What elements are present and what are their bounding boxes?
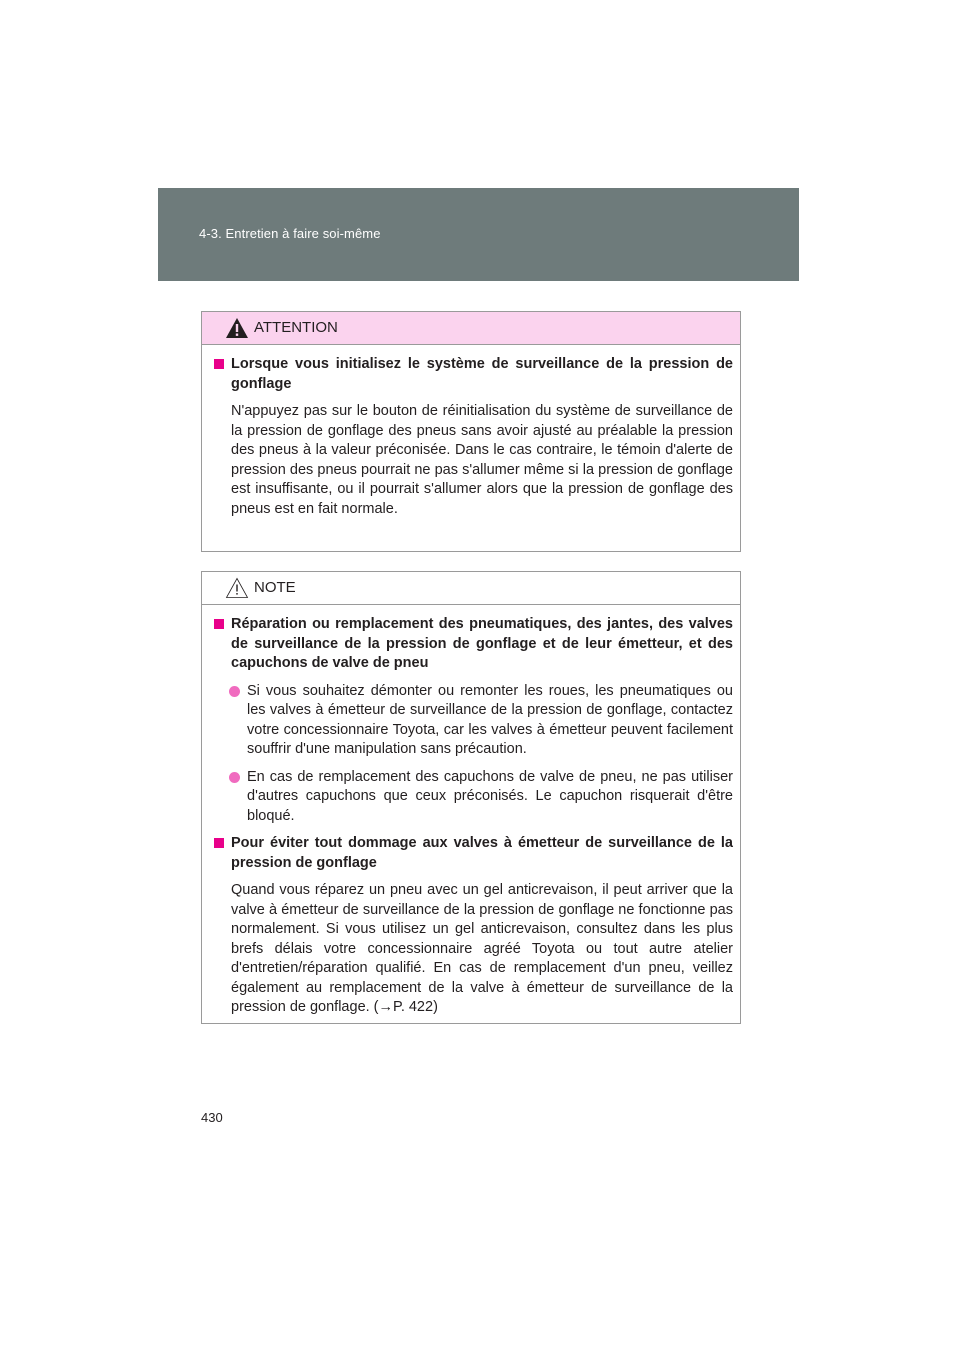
note-content [214, 615, 733, 1018]
note-section-heading-2: Pour éviter tout dommage aux valves à émetteur de surveillance de la pression de gonflage [214, 834, 733, 873]
note-box [201, 571, 741, 1024]
note-title: NOTE [254, 579, 296, 596]
square-bullet-icon [214, 838, 224, 848]
attention-section-heading: Lorsque vous initialisez le système de surveillance de la pression de gonflage [214, 355, 733, 394]
section-title: 4-3. Entretien à faire soi-même [199, 226, 381, 241]
attention-section-text: N'appuyez pas sur le bouton de réinitialisation du système de surveillance de la pression de gonflage des pneus sans avoir ajusté au préalable la pression des pneus à la valeur préconisée. Dans le cas contraire, le témoin d'alerte de pression des pneus pourrait ne pas s'allumer même si la pression de gonflage est insuffisante, ou il pourrait s'allumer alors que la pression de gonflage des pneus est en fait normale. [231, 403, 733, 517]
note-section-heading-1: Réparation ou remplacement des pneumatiques, des jantes, des valves de surveillance de la pression de gonflage et de leur émetteur, et des capuchons de valve de pneu [214, 615, 733, 674]
header-band [158, 188, 799, 281]
note-section-text: Quand vous réparez un pneu avec un gel anticrevaison, il peut arriver que la valve à émetteur de surveillance de la pression de gonflage ne fonctionne pas normalement. Si vous utilisez un gel anticrevaison, consultez dans les plus brefs délais votre concessionnaire agréé Toyota ou tout autre atelier d'entretien/réparation qualifié. En cas de remplacement d'un pneu, veillez également au remplacement de la valve à émetteur de surveillance de la pression de gonflage. (→P. 422) [231, 882, 733, 1015]
square-bullet-icon [214, 359, 224, 369]
note-list-item: Si vous souhaitez démonter ou remonter les roues, les pneumatiques ou les valves à émetteur de surveillance de la pression de gonflage, contactez votre concessionnaire Toyota, car les valves à émetteur peuvent facilement souffrir d'une manipulation sans précaution. [214, 682, 733, 760]
page-number: 430 [201, 1110, 223, 1125]
round-bullet-icon [229, 772, 240, 783]
attention-header [202, 312, 740, 345]
attention-title: ATTENTION [254, 319, 338, 336]
square-bullet-icon [214, 619, 224, 629]
note-header [202, 572, 740, 605]
warning-outline-icon [225, 577, 249, 599]
attention-box [201, 311, 741, 552]
round-bullet-icon [229, 686, 240, 697]
warning-filled-icon [225, 317, 249, 339]
note-list-item: En cas de remplacement des capuchons de valve de pneu, ne pas utiliser d'autres capuchons que ceux préconisés. Le capuchon risquerait d'être bloqué. [214, 768, 733, 827]
attention-content [214, 355, 733, 519]
